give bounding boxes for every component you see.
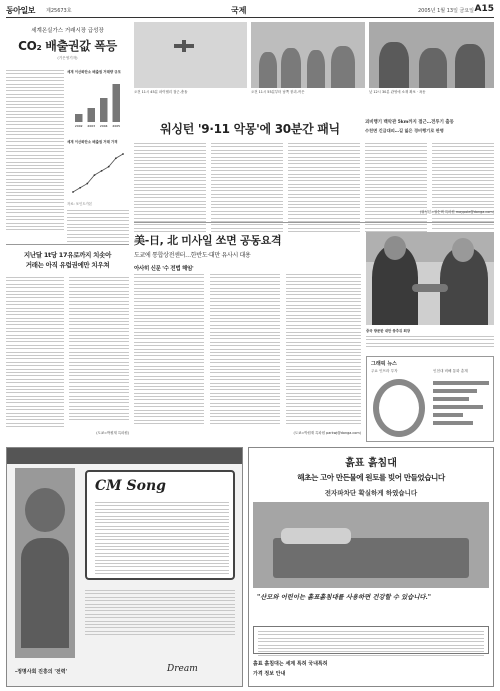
co2-price-line-chart (67, 148, 129, 198)
publish-date: 2005년 1월 13일 금요일 (417, 8, 474, 14)
ad-portrait-panel (15, 468, 75, 658)
evacuation-photo-2 (369, 22, 494, 88)
handshake-caption: 중국 방문한 대만 쑹추위 회장 (366, 329, 411, 333)
evacuation-photo-1 (251, 22, 365, 88)
bed-photo (253, 502, 489, 588)
heuk-bed-brand: 흙표 흙침대 (345, 458, 397, 469)
graphic-news-sub2: 인천대 비해 통화 총계 (433, 369, 468, 373)
usjapan-headline: 美-日, 北 미사일 쏘면 공동요격 (134, 234, 282, 247)
heuk-bed-quote: "산모와 어린이는 흙표흙침대를 사용하면 건강할 수 있습니다." (257, 594, 431, 601)
photo2-caption: 오전 11시 55분부터 남쪽 붕괴-작은 (251, 90, 305, 94)
washington-body-4 (365, 143, 427, 235)
usjapan-body-1 (134, 274, 204, 427)
masthead (6, 4, 494, 18)
heuk-bed-ad[interactable] (248, 447, 494, 687)
usjapan-sub2: 아사히 신문 '수 전법 해임' (134, 266, 194, 272)
washington-side-sub: 수천면 긴급대피…길 잃은 경비행기로 판명 (365, 128, 444, 133)
heuk-bed-info-box (253, 626, 489, 654)
chart2-point (101, 170, 103, 172)
chart1-tick-label: 2004 (99, 124, 108, 128)
co2-lower-body-right (69, 277, 129, 423)
co2-volume-bar-chart (67, 78, 129, 128)
chart2-point (122, 153, 124, 155)
co2-article (6, 22, 129, 61)
section-title: 국제 (231, 6, 247, 15)
chart1-bar (75, 114, 83, 122)
washington-body-3 (288, 143, 360, 235)
chart1-title: 세계 이산화탄소 배출권 거래량 규모 (67, 70, 121, 74)
co2-body-right (67, 210, 129, 244)
chart1-tick-label: 2005 (112, 124, 121, 128)
newspaper-logo: 동아일보 (6, 6, 35, 15)
co2-headline: CO₂ 배출권값 폭등 (18, 39, 117, 53)
chart1-bar (113, 84, 121, 122)
chart2-title: 세계 이산화탄소 배출권 거래 가격 (67, 140, 118, 144)
usjapan-body-3 (286, 274, 361, 427)
usjapan-author: (도쿄=박원재 특파원 parkwj@donga.com) (293, 431, 361, 435)
graphic-news-sub1: 주요 인프라 투자 (371, 369, 398, 373)
heuk-bed-footer1: 흙표 흙침대는 세계 특허 국내특허 (253, 661, 328, 667)
co2-kicker: 세계온실가스 거래시장 급성장 (31, 28, 104, 34)
usjapan-body-2 (210, 274, 280, 427)
handshake-caption-body (366, 336, 494, 350)
co2-body-left (6, 70, 64, 233)
co2-byline: (기은영기자) (57, 56, 78, 60)
cm-song-footer: -정명사회 진흥의 '전력' (15, 669, 68, 675)
handshake-photo (366, 232, 494, 325)
washington-author: (워싱턴=권순택 특파원 maypole@donga.com) (419, 210, 494, 214)
washington-side-caption: 괴비행기 백악관 5km까지 접근…전투기 출동 (365, 120, 454, 125)
chart2-series-line (73, 154, 123, 192)
usjapan-subhead: 도쿄에 통합상전센터…한반도·대만 유사시 대용 (134, 252, 251, 259)
chart2-point (86, 183, 88, 185)
issue-number: 제25673호 (46, 8, 72, 14)
cm-song-card (85, 470, 235, 580)
graphic-news-donut (373, 379, 425, 437)
chart2-point (115, 157, 117, 159)
co2-lower-headline: 지난달 1t당 17유로까지 치솟아 (23, 251, 112, 259)
cm-song-ad[interactable] (6, 447, 243, 687)
photo3-caption: 낮 12시 30분 관영에 소재 확보 · 폭동 (369, 90, 426, 94)
washington-headline: 워싱턴 '9·11 악몽'에 30분간 패닉 (160, 122, 340, 136)
chart1-bar (88, 108, 96, 122)
chart2-point (72, 191, 74, 193)
co2-lower-subhead: 거래는 아직 유럽권에만 치우쳐 (25, 261, 110, 269)
graphic-news-box (366, 356, 494, 442)
plane-photo (134, 22, 247, 88)
heuk-bed-tagline: 해초는 고아 만든물에 원토를 빚어 만들었습니다 (297, 473, 445, 482)
page-number: A15 (474, 4, 494, 14)
washington-body-1 (134, 143, 206, 235)
chart2-point (108, 166, 110, 168)
cm-song-signature: Dream (167, 664, 198, 674)
co2-footer: (도쿄=박원재 특파원) (96, 431, 129, 435)
washington-body-5 (432, 143, 494, 231)
heuk-bed-footer2: 가격 정보 안내 (253, 671, 286, 677)
heuk-bed-sub: 전자파차단 확실하게 하였습니다 (324, 489, 418, 497)
chart-source: 자료: 포인트카본 (67, 202, 93, 206)
chart2-point (79, 187, 81, 189)
chart2-point (94, 174, 96, 176)
washington-body-2 (211, 143, 283, 235)
cm-song-brand: CM Song (95, 478, 166, 494)
co2-lower-body-left (6, 277, 64, 430)
graphic-news-title: 그래픽 뉴스 (371, 361, 397, 367)
chart1-tick-label: 2002 (74, 124, 83, 128)
chart1-tick-label: 2003 (87, 124, 96, 128)
chart1-bar (100, 98, 108, 122)
photo1-caption: 오전 11시 45분 파이텔리 접근-충돌 (134, 90, 188, 94)
